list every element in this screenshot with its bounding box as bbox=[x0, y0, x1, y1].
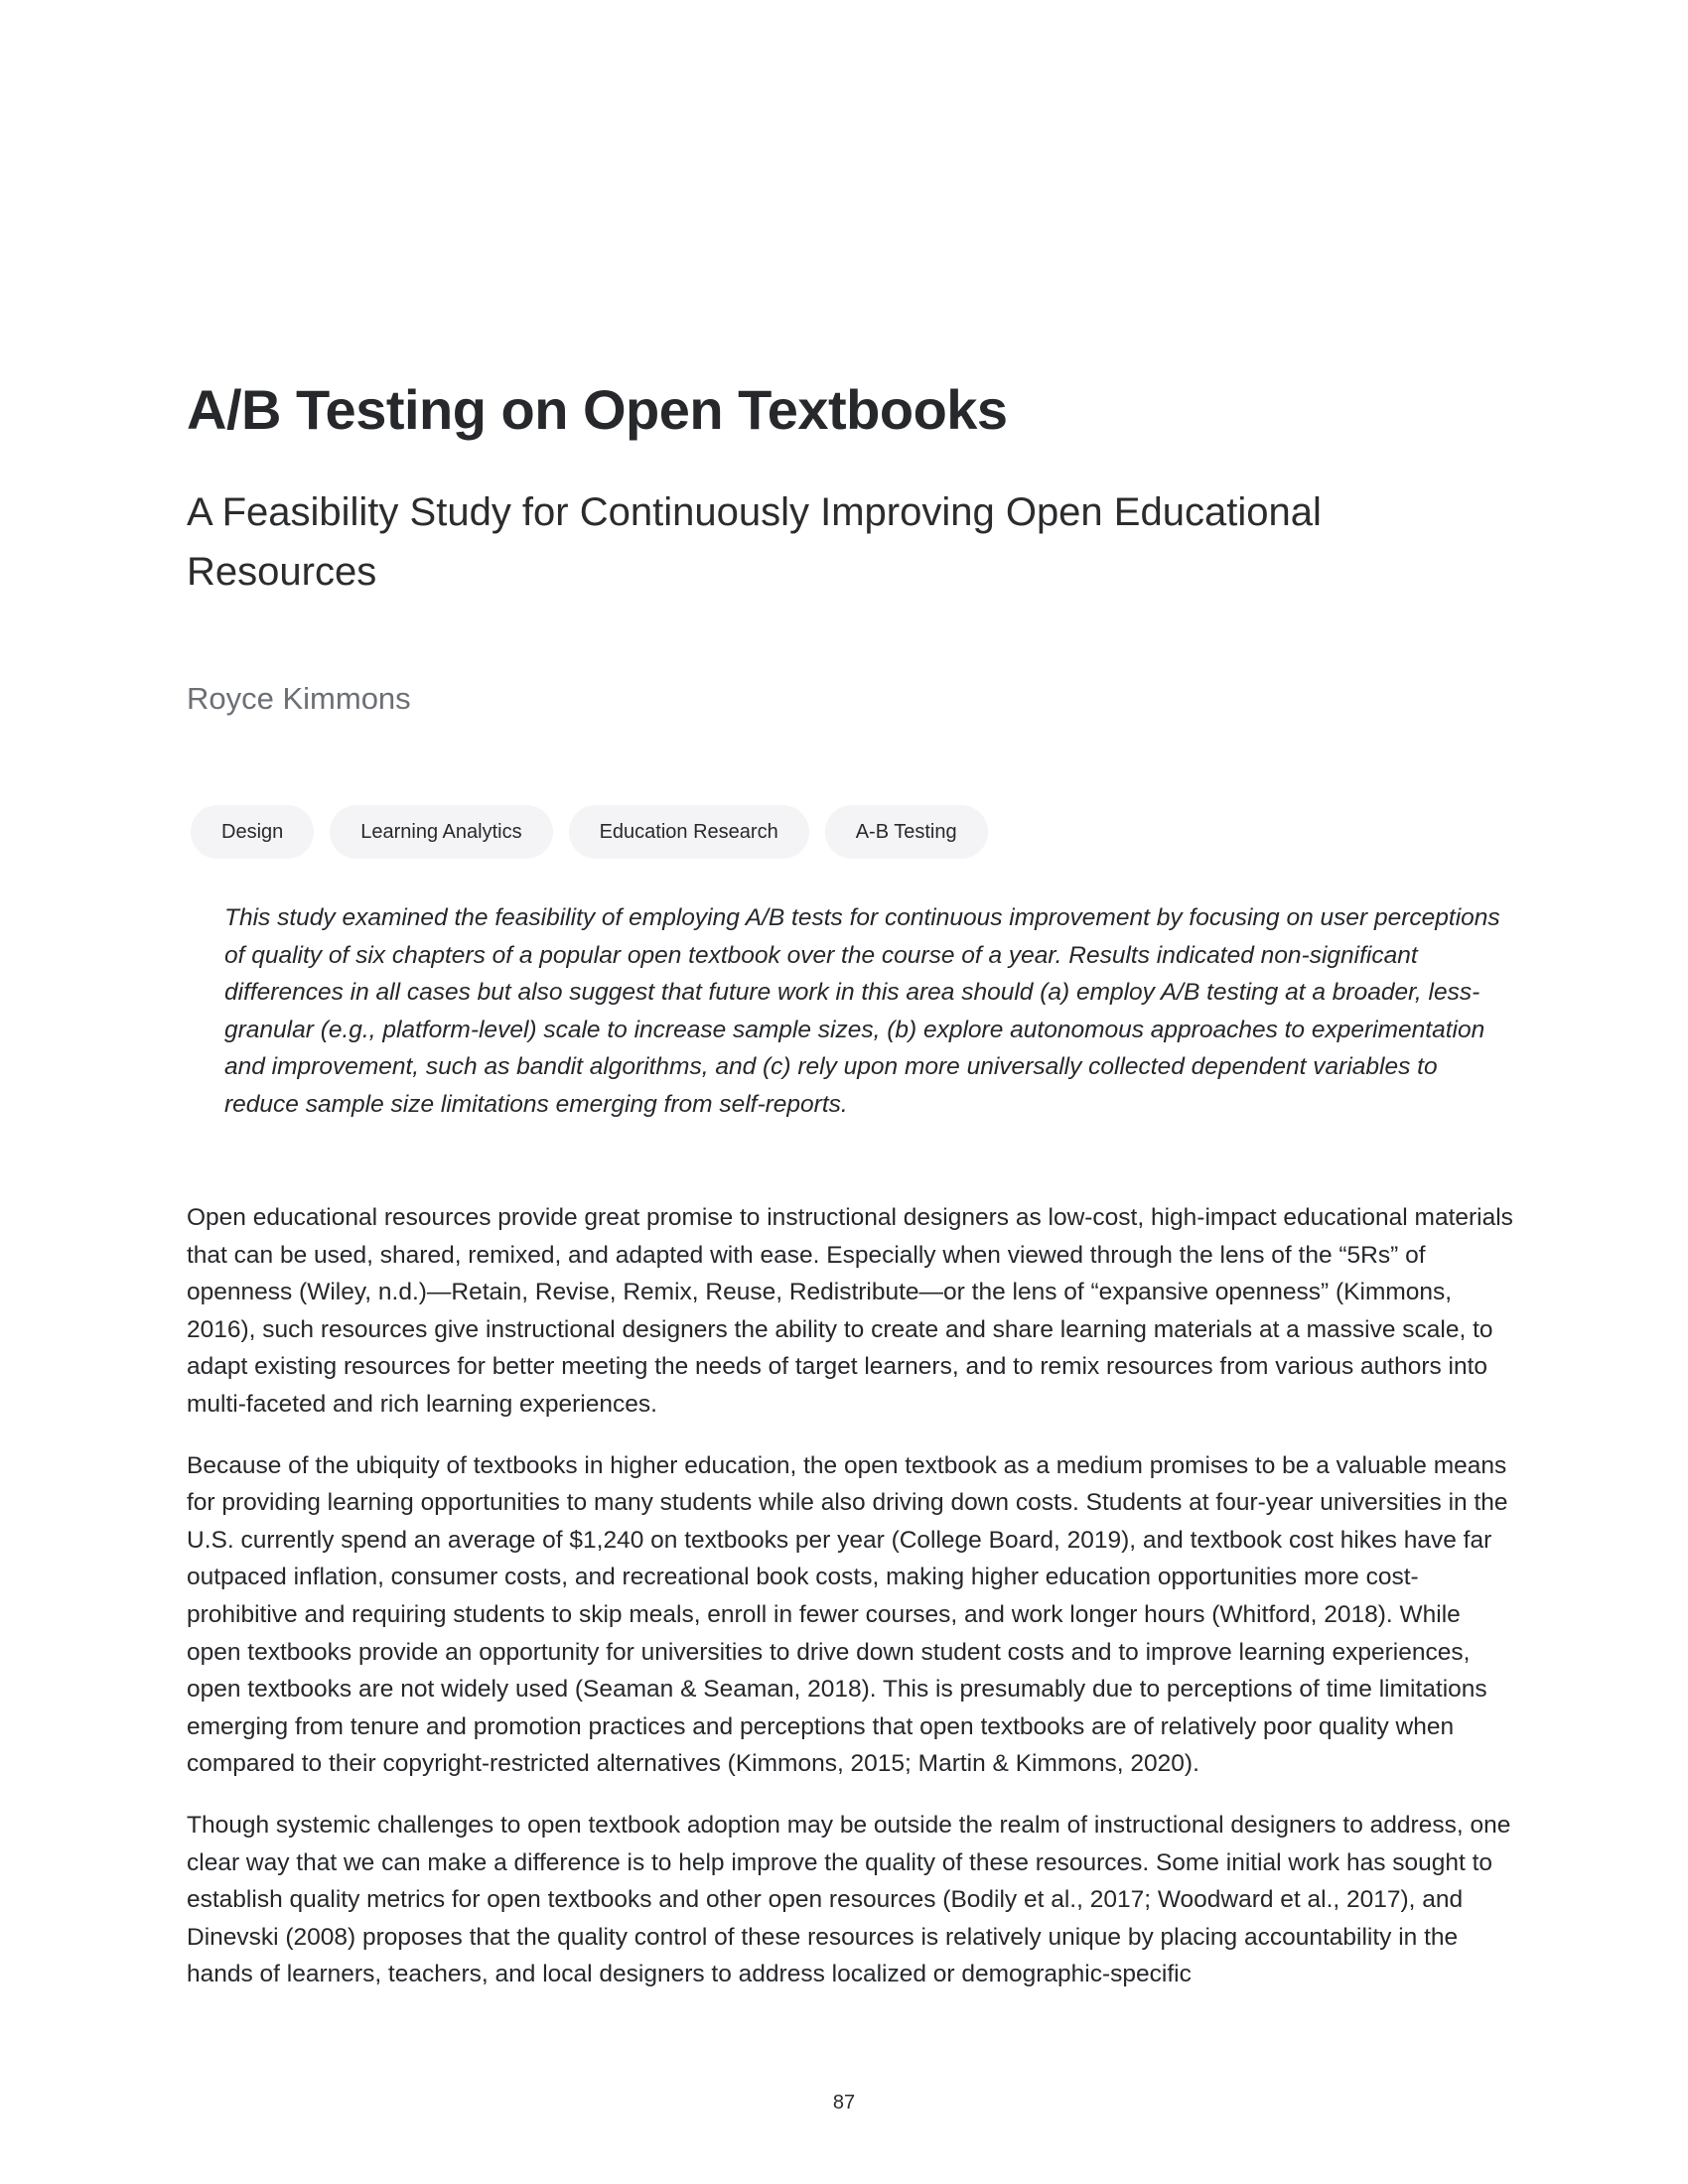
tag-list bbox=[191, 805, 988, 859]
tag-learning-analytics[interactable]: Learning Analytics bbox=[330, 805, 552, 859]
body-text bbox=[187, 1199, 1517, 2017]
page-number: 87 bbox=[832, 2092, 856, 2114]
body-paragraph: Open educational resources provide great promise to instructional designers as low-cost, high-impact educational materials that can be used, shared, remixed, and adapted with ease. Especially when viewed through the lens of the “5Rs” of openness (Wiley, n.d.)—Retain, Revise, Remix, Reuse, Redistribute—or the lens of “expansive openness” (Kimmons, 2016), such resources give instructional designers the ability to create and share learning materials at a massive scale, to adapt existing resources for better meeting the needs of target learners, and to remix resources from various authors into multi-faceted and rich learning experiences. bbox=[187, 1204, 1513, 1418]
tag-a-b-testing[interactable]: A-B Testing bbox=[825, 805, 988, 859]
chapter-title: A/B Testing on Open Textbooks bbox=[187, 378, 1008, 441]
tag-design[interactable]: Design bbox=[191, 805, 314, 859]
chapter-subtitle: A Feasibility Study for Continuously Improving Open Educational Resources bbox=[187, 490, 1322, 594]
body-paragraph: Because of the ubiquity of textbooks in higher education, the open textbook as a medium promises to be a valuable means for providing learning opportunities to many students while also driving down costs. Students at four-year universities in the U.S. currently spend an average of $1,240 on textbooks per year (College Board, 2019), and textbook cost hikes have far outpaced inflation, consumer costs, and recreational book costs, making higher education opportunities more cost-prohibitive and requiring students to skip meals, enroll in fewer courses, and work longer hours (Whitford, 2018). While open textbooks provide an opportunity for universities to drive down student costs and to improve learning experiences, open textbooks are not widely used (Seaman & Seaman, 2018). This is presumably due to perceptions of time limitations emerging from tenure and promotion practices and perceptions that open textbooks are of relatively poor quality when compared to their copyright-restricted alternatives (Kimmons, 2015; Martin & Kimmons, 2020). bbox=[187, 1451, 1508, 1778]
tag-education-research[interactable]: Education Research bbox=[569, 805, 809, 859]
body-paragraph: Though systemic challenges to open textbook adoption may be outside the realm of instructional designers to address, one clear way that we can make a difference is to help improve the quality of these resources. Some initial work has sought to establish quality metrics for open textbooks and other open resources (Bodily et al., 2017; Woodward et al., 2017), and Dinevski (2008) proposes that the quality control of these resources is relatively unique by placing accountability in the hands of learners, teachers, and local designers to address localized or demographic-specific bbox=[187, 1811, 1511, 1988]
abstract: This study examined the feasibility of employing A/B tests for continuous improvement by focusing on user perceptions of quality of six chapters of a popular open textbook over the course of a year. Results indicated non-significant differences in all cases but also suggest that future work in this area should (a) employ A/B testing at a broader, less-granular (e.g., platform-level) scale to increase sample sizes, (b) explore autonomous approaches to experimentation and improvement, such as bandit algorithms, and (c) rely upon more universally collected dependent variables to reduce sample size limitations emerging from self-reports. bbox=[224, 904, 1500, 1118]
author-name: Royce Kimmons bbox=[187, 681, 411, 716]
